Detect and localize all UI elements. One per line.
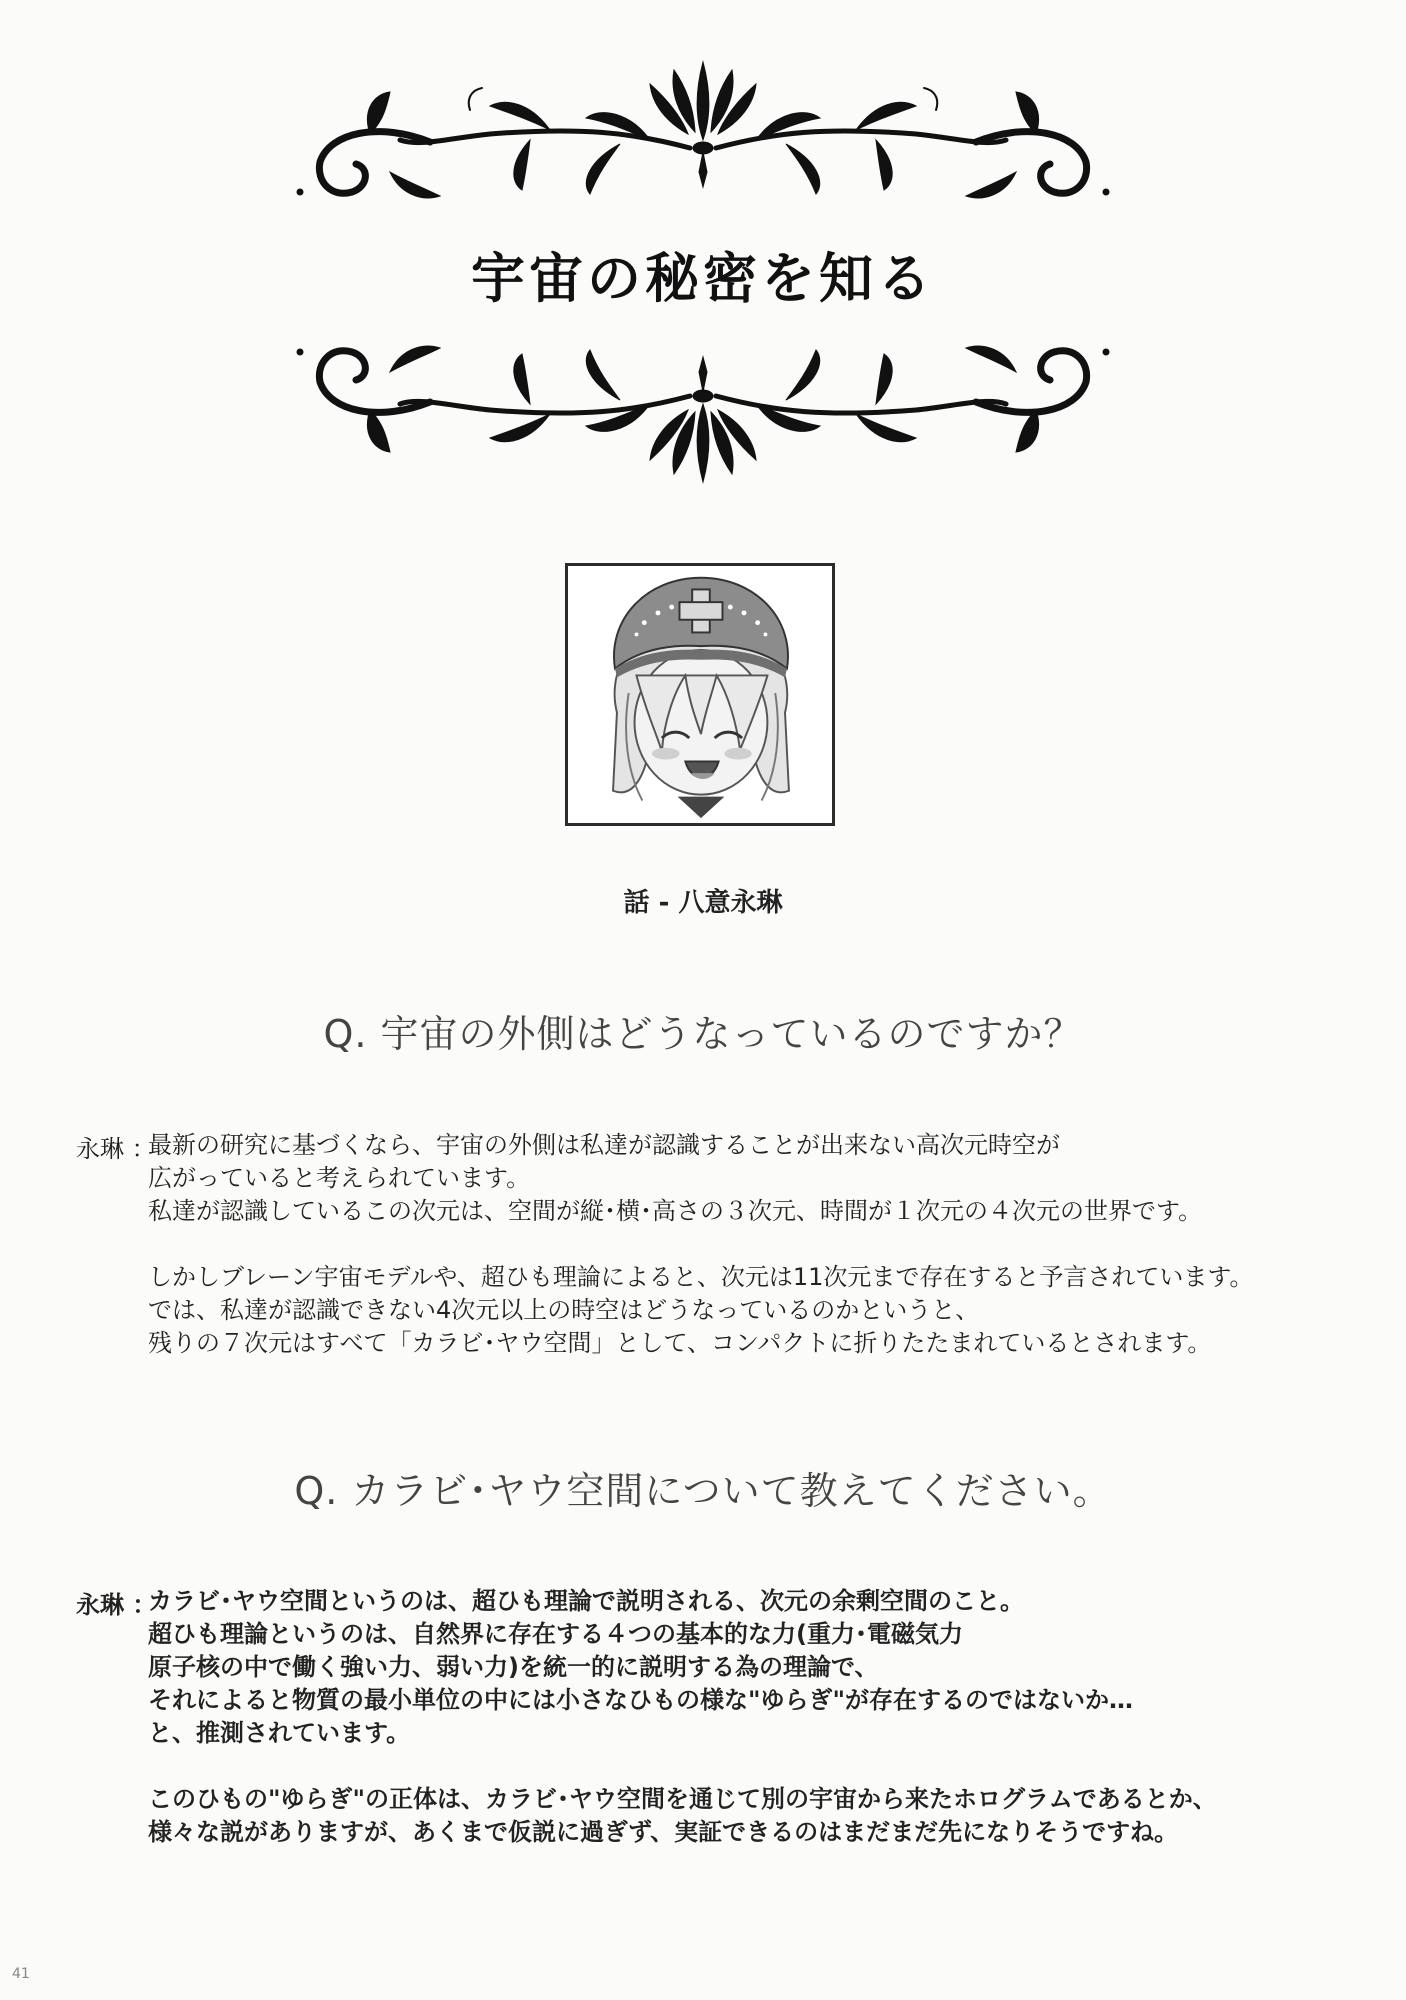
ornament-top [290,22,1116,222]
answer-line: しかしブレーン宇宙モデルや、超ひも理論によると、次元は11次元まで存在すると予言されています。 [148,1263,1254,1291]
answer-line: では、私達が認識できない4次元以上の時空はどうなっているのかというと、 [148,1296,980,1324]
answer-speaker-label: 永琳 ： [76,1135,156,1163]
page-number: 41 [12,1966,30,1982]
speaker-portrait [565,563,835,826]
answer-text [148,1129,1398,1360]
answer-line: カラビ･ヤウ空間というのは、超ひも理論で説明される、次元の余剰空間のこと。 [148,1587,1024,1615]
answer-line: 最新の研究に基づくなら、宇宙の外側は私達が認識することが出来ない高次元時空が [148,1131,1060,1159]
character-illustration [568,566,832,823]
answer-line: 広がっていると考えられています。 [148,1164,531,1192]
answer-text [148,1585,1398,1849]
answer-speaker-label: 永琳 ： [76,1591,157,1619]
answer-line: 様々な説がありますが、あくまで仮説に過ぎず、実証できるのはまだまだ先になりそうですね。 [148,1818,1179,1846]
paragraph-gap [148,1750,1398,1783]
ornament-bottom [290,322,1116,522]
answer-line: それによると物質の最小単位の中には小さなひもの様な"ゆらぎ"が存在するのではないか… [148,1686,1134,1714]
question-heading: Q. カラビ･ヤウ空間について教えてください。 [294,1469,1112,1513]
answer-line: 残りの７次元はすべて「カラビ･ヤウ空間」として、コンパクトに折りたたまれているとされます。 [148,1329,1212,1357]
answer-line: 原子核の中で働く強い力、弱い力)を統一的に説明する為の理論で、 [148,1653,879,1681]
fan-top [650,62,756,140]
fan-bottom [650,404,756,482]
answer-line: 私達が認識しているこの次元は、空間が縦･横･高さの３次元、時間が１次元の４次元の世界です。 [148,1197,1203,1225]
paragraph-gap [148,1228,1398,1261]
answer-line: 超ひも理論というのは、自然界に存在する４つの基本的な力(重力･電磁気力 [148,1620,963,1648]
question-heading: Q. 宇宙の外側はどうなっているのですか？ [323,1012,1083,1056]
page-title: 宇宙の秘密を知る [471,247,935,310]
speaker-caption: 話 - 八意永琳 [623,888,783,918]
answer-line: このひもの"ゆらぎ"の正体は、カラビ･ヤウ空間を通じて別の宇宙から来たホログラムであるとか、 [148,1785,1217,1813]
answer-line: と、推測されています。 [148,1719,411,1747]
